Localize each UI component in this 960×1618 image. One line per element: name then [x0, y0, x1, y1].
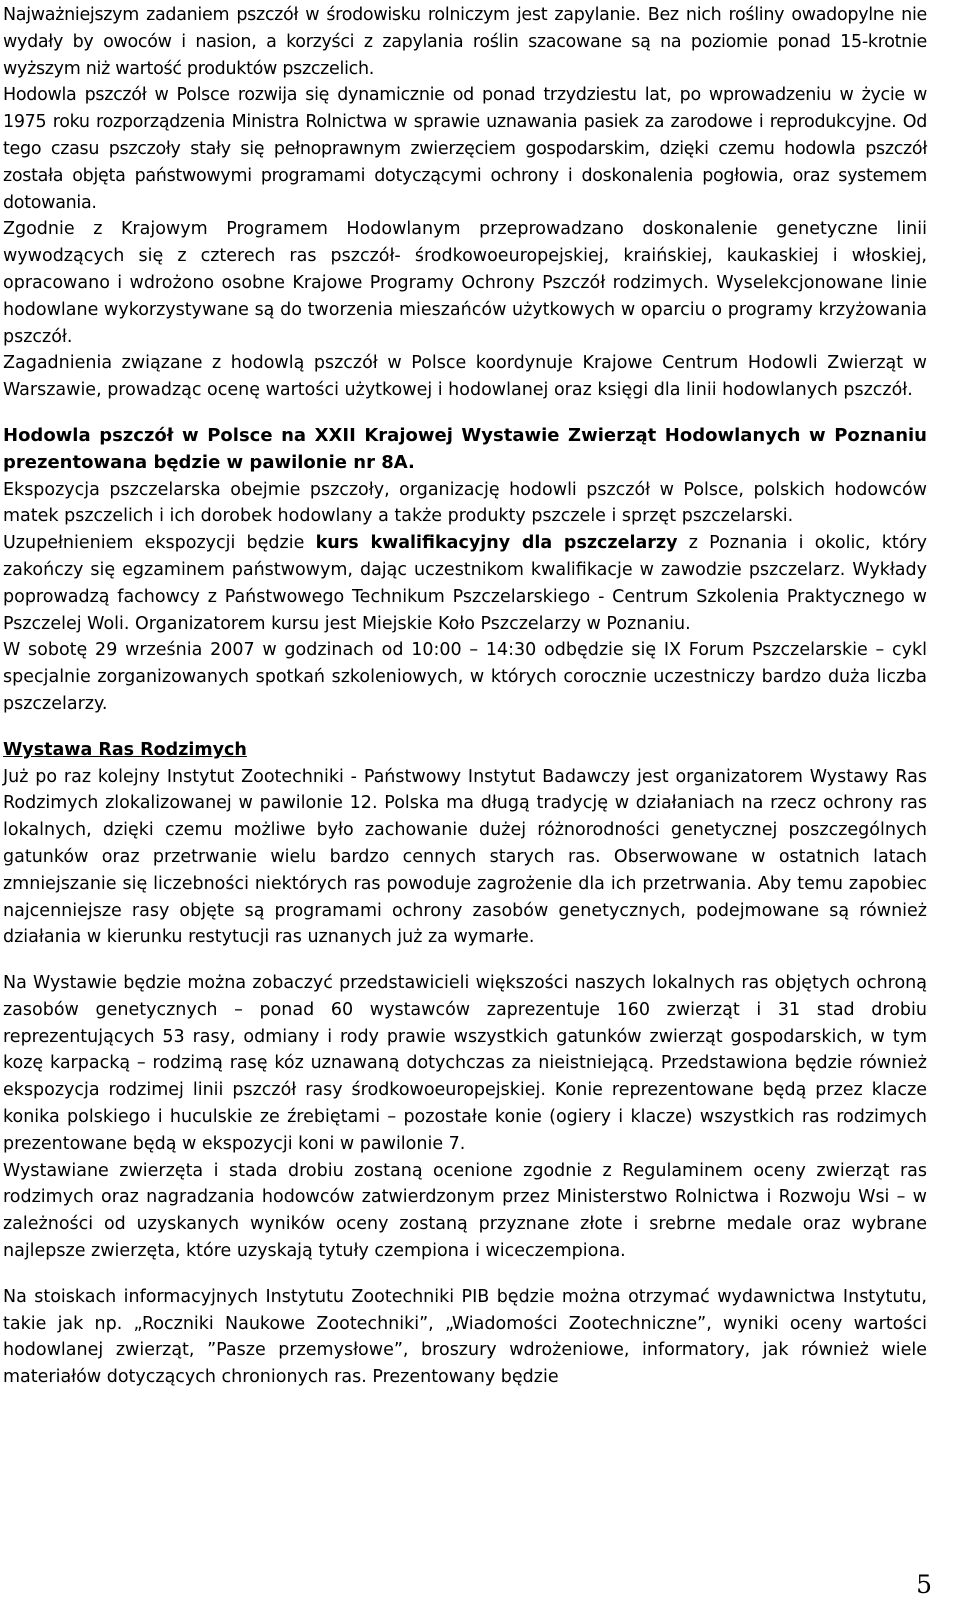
spacer	[3, 718, 927, 737]
paragraph-coordination: Zagadnienia związane z hodowlą pszczół w Polsce koordynuje Krajowe Centrum Hodowli Zwierząt w Warszawie, prowadząc ocenę wartości użytkowej i hodowlanej oraz księgi dla linii hodowlanych pszczół.	[3, 353, 927, 401]
paragraph-breeding-program: Zgodnie z Krajowym Programem Hodowlanym przeprowadzano doskonalenie genetyczne linii wywodzących się z czterech ras pszczół- środkowoeuropejskiej, kraińskiej, kaukaskiej i włoskiej, opracowano i wdrożono osobne Krajowe Programy Ochrony Pszczół rodzimych. Wyselekcjonowane linie hodowlane wykorzystywane są do tworzenia mieszańców użytkowych w oparciu o programy krzyżowania pszczół.	[3, 219, 927, 347]
paragraph-pollination: Najważniejszym zadaniem pszczół w środowisku rolniczym jest zapylanie. Bez nich rośliny owadopylne nie wydały by owoców i nasion, a korzyści z zapylania roślin szacowane są na poziomie ponad 15-krotnie wyższym niż wartość produktów pszczelich.	[3, 5, 927, 79]
paragraph-qualification-course	[3, 530, 927, 637]
paragraph-info-stands: Na stoiskach informacyjnych Instytutu Zootechniki PIB będzie można otrzymać wydawnictwa Instytutu, takie jak np. „Roczniki Naukowe Zootechniki”, „Wiadomości Zootechniczne”, wyniki oceny wartości hodowlanej zwierząt, ”Pasze przemysłowe”, broszury wdrożeniowe, informatory, jak również wiele materiałów dotyczących chronionych ras. Prezentowany będzie	[3, 1286, 927, 1388]
section-heading-bee-exhibition: Hodowla pszczół w Polsce na XXII Krajowej Wystawie Zwierząt Hodowlanych w Poznaniu prezentowana będzie w pawilonie nr 8A.	[3, 424, 927, 473]
paragraph-bee-breeding-history-part2: Od tego czasu pszczoły stały się pełnoprawnym zwierzęciem gospodarskim, dzięki czemu hodowla pszczół została objęta państwowymi programami dotyczącymi ochrony i doskonalenia pogłowia, oraz systemem dotowania.	[3, 112, 928, 213]
document-page	[3, 2, 927, 1391]
spacer	[3, 951, 927, 970]
spacer	[3, 1265, 927, 1284]
paragraph-exposition: Ekspozycja pszczelarska obejmie pszczoły, organizację hodowli pszczół w Polsce, polskich hodowców matek pszczelich i ich dorobek hodowlany a także produkty pszczele i sprzęt pszczelarski.	[3, 479, 927, 527]
spacer	[3, 404, 927, 423]
course-text-before: Uzupełnieniem ekspozycji będzie	[3, 533, 316, 554]
course-text-after: z Poznania i okolic, który zakończy się egzaminem państwowym, dając uczestnikom kwalifikacje w zawodzie pszczelarz. Wykłady poprowadzą fachowcy z Państwowego Technikum Pszczelarskiego - Centrum Szkolenia Praktycznego w Pszczelej Woli. Organizatorem kursu jest Miejskie Koło Pszczelarzy w Poznaniu.	[3, 533, 927, 634]
page-number: 5	[916, 1570, 932, 1599]
paragraph-institute-organizer: Już po raz kolejny Instytut Zootechniki - Państwowy Instytut Badawczy jest organizatorem Wystawy Ras Rodzimych zlokalizowanej w pawilonie 12. Polska ma długą tradycję w działaniach na rzecz ochrony ras lokalnych, dzięki czemu możliwe było zachowanie dużej różnorodności genetycznej poszczególnych gatunków oraz przetrwanie wielu bardzo cennych starych ras. Obserwowane w ostatnich latach zmniejszanie się liczebności niektórych ras powoduje zagrożenie dla ich przetrwania. Aby temu zapobiec najcenniejsze rasy objęte są programami ochrony zasobów genetycznych, podejmowane są również działania w kierunku restytucji ras uznanych już za wymarłe.	[3, 766, 927, 948]
paragraph-beekeeping-forum: W sobotę 29 września 2007 w godzinach od 10:00 – 14:30 odbędzie się IX Forum Pszczelarskie – cykl specjalnie zorganizowanych spotkań szkoleniowych, w których corocznie uczestniczy bardzo duża liczba pszczelarzy.	[3, 640, 927, 714]
paragraph-evaluation: Wystawiane zwierzęta i stada drobiu zostaną ocenione zgodnie z Regulaminem oceny zwierząt ras rodzimych oraz nagradzania hodowców zatwierdzonym przez Ministerstwo Rolnictwa i Rozwoju Wsi – w zależności od uzyskanych wyników oceny zostaną przyznane złote i srebrne medale oraz wybrane najlepsze zwierzęta, które uzyskają tytuły czempiona i wiceczempiona.	[3, 1160, 927, 1262]
section-heading-native-breeds	[3, 737, 927, 764]
paragraph-exhibitors: Na Wystawie będzie można zobaczyć przedstawicieli większości naszych lokalnych ras objętych ochroną zasobów genetycznych – ponad 60 wystawców zaprezentuje 160 zwierząt i 31 stad drobiu reprezentujących 53 rasy, odmiany i rody prawie wszystkich gatunków zwierząt gospodarskich, w tym kozę karpacką – rodzimą rasę kóz uznawaną dotychczas za nieistniejącą. Przedstawiona będzie również ekspozycja rodzimej linii pszczół rasy środkowoeuropejskiej. Konie reprezentowane będą przez klacze konika polskiego i huculskie ze źrebiętami – pozostałe konie (ogiery i klacze) wszystkich ras rodzimych prezentowane będą w ekspozycji koni w pawilonie 7.	[3, 973, 927, 1154]
paragraph-bee-breeding-history-part1: Hodowla pszczół w Polsce rozwija się dynamicznie od ponad trzydziestu lat, po wprowadzeniu w życie w 1975 roku rozporządzenia Ministra Rolnictwa w sprawie uznawania pasiek za zarodowe i reprodukcyjne.	[3, 85, 927, 133]
section-heading-native-breeds-text: Wystawa Ras Rodzimych	[3, 739, 247, 760]
course-name-bold: kurs kwalifikacyjny dla pszczelarzy	[315, 533, 678, 554]
paragraph-bee-breeding-history	[3, 82, 927, 216]
